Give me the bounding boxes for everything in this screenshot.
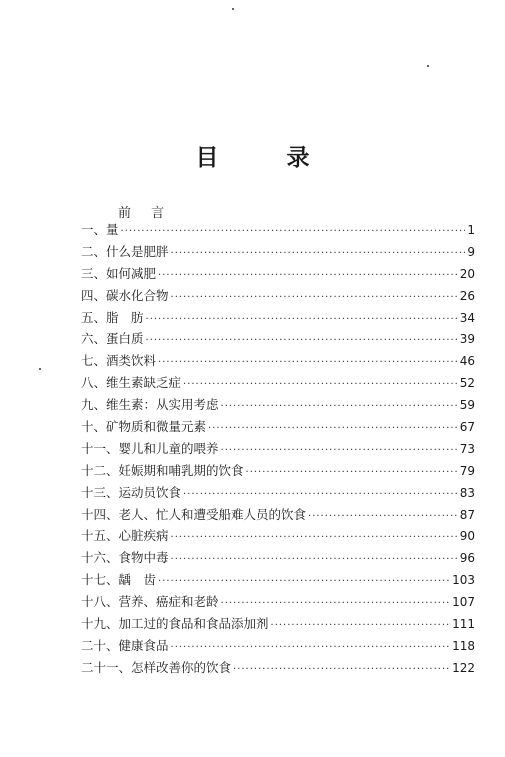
toc-leader-dots [221,401,458,412]
toc-entry [81,329,475,351]
toc-entry-page: 52 [459,376,475,391]
toc-entry [81,592,475,614]
toc-entry-label: 三、如何减肥 [81,265,157,281]
toc-leader-dots [158,576,450,587]
scan-speck [39,368,41,370]
toc-entry-page: 1 [467,223,475,237]
toc-entry-page: 96 [459,551,475,566]
toc-entry [81,264,475,286]
toc-entry-page: 83 [459,485,475,500]
toc-leader-dots [308,511,458,522]
toc-entry-page: 107 [452,595,475,610]
toc-entry-page: 46 [459,354,475,369]
toc-entry-label: 十、矿物质和微量元素 [81,419,207,435]
toc-leader-dots [121,226,466,237]
toc-leader-dots [171,248,466,259]
toc-entry-label: 十六、食物中毒 [81,550,169,566]
preface-heading: 前 言 [118,206,173,221]
toc-entry-page: 73 [459,441,475,456]
toc-entry [81,548,475,570]
toc-entry-page: 20 [459,266,475,281]
toc-entry-page: 90 [459,529,475,544]
toc-leader-dots [246,467,458,478]
toc-entry [81,286,475,308]
toc-entry-label: 六、蛋白质 [81,331,144,347]
toc-entry-label: 十五、心脏疾病 [81,528,169,544]
toc-entry-page: 59 [459,398,475,413]
toc-entry-label: 十九、加工过的食品和食品添加剂 [81,616,269,632]
toc-entry [81,505,475,527]
toc-entry-page: 122 [452,660,475,675]
toc-entry [81,614,475,636]
toc-entry-label: 十三、运动员饮食 [81,484,182,500]
toc-entry-label: 二十一、怎样改善你的饮食 [81,659,232,675]
toc-entry [81,351,475,373]
scan-speck [232,8,234,10]
toc-entry-label: 八、维生素缺乏症 [81,375,182,391]
toc-leader-dots [171,642,451,653]
toc-entry-page: 87 [459,507,475,522]
toc-entry [81,439,475,461]
toc-entry-label: 十七、龋 齿 [81,572,157,588]
toc-leader-dots [183,489,458,500]
toc-leader-dots [158,357,458,368]
toc-leader-dots [233,664,450,675]
toc-entry [81,220,475,242]
toc-entry-page: 103 [452,573,475,588]
toc-entry-page: 34 [459,310,475,325]
toc-leader-dots [183,379,458,390]
toc-entry-label: 十一、婴儿和儿童的喂养 [81,440,219,456]
toc-entry-label: 五、脂 肪 [81,309,144,325]
toc-entry-label: 九、维生素：从实用考虑 [81,397,219,413]
toc-entry-page: 26 [459,288,475,303]
toc-entry-page: 118 [452,638,475,653]
toc-entry-label: 十四、老人、忙人和遭受船难人员的饮食 [81,506,307,522]
toc-entry-label: 七、酒类饮料 [81,353,157,369]
toc-entry-page: 67 [459,420,475,435]
toc-entry-label: 二、什么是肥胖 [81,243,169,259]
toc-entry [81,570,475,592]
toc-entry-label: 四、碳水化合物 [81,287,169,303]
toc-leader-dots [271,620,451,631]
toc-entry [81,636,475,658]
table-of-contents [81,220,475,680]
toc-leader-dots [221,445,458,456]
scan-speck [427,65,429,67]
toc-entry [81,526,475,548]
toc-entry-page: 111 [452,617,475,632]
toc-entry-page: 79 [459,463,475,478]
toc-entry-page: 39 [459,332,475,347]
toc-leader-dots [158,270,458,281]
toc-entry [81,461,475,483]
toc-leader-dots [221,598,451,609]
toc-entry [81,395,475,417]
toc-entry-page: 9 [467,244,475,259]
toc-leader-dots [146,314,458,325]
toc-entry-label: 十二、妊娠期和哺乳期的饮食 [81,462,244,478]
toc-entry [81,658,475,680]
toc-leader-dots [171,292,458,303]
toc-leader-dots [146,335,458,346]
toc-entry [81,308,475,330]
toc-entry-label: 十八、营养、癌症和老龄 [81,594,219,610]
toc-entry [81,373,475,395]
toc-entry [81,483,475,505]
toc-leader-dots [208,423,458,434]
toc-leader-dots [171,532,458,543]
page-title: 目 录 [195,144,340,171]
toc-entry-label: 二十、健康食品 [81,637,169,653]
toc-entry [81,242,475,264]
toc-leader-dots [171,554,458,565]
toc-entry [81,417,475,439]
toc-entry-label: 一、量 [81,222,119,237]
